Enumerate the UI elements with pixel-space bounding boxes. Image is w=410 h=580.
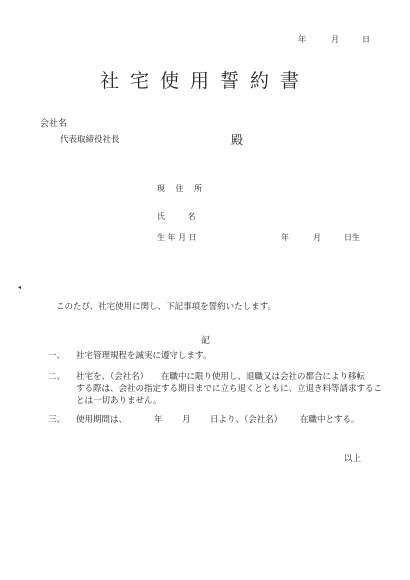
item-2-line-1: 社宅を、（会社名） 在職中に限り使用し、退職又は会社の都合により移転	[76, 372, 366, 382]
name-label: 氏 名	[157, 212, 196, 221]
item-3-year: 年	[154, 415, 163, 425]
intro-text: このたび、社宅使用に関し、下記事項を誓約いたします。	[56, 302, 276, 312]
date-day-label: 日	[362, 35, 370, 44]
company-name-label: 会社名	[40, 119, 68, 129]
paragraph-marker-icon: ◂	[18, 284, 22, 291]
item-3-number: 三、	[48, 415, 66, 425]
item-2-line-2: する際は、会社の指定する期日までに立ち退くとともに、立退き料等請求するこ	[76, 384, 383, 394]
birth-day-label: 日生	[344, 233, 360, 242]
item-2-line-3: とは一切ありません。	[76, 396, 162, 406]
closing-text: 以上	[344, 454, 362, 464]
document-title: 社宅使用誓約書	[99, 70, 310, 92]
address-label: 現 住 所	[157, 184, 207, 193]
item-3-month: 月	[182, 415, 191, 425]
date-year-label: 年	[298, 35, 306, 44]
item-3-prefix: 使用期間は、	[76, 415, 128, 425]
date-month-label: 月	[331, 35, 339, 44]
birth-year-label: 年	[281, 233, 289, 242]
ki-heading: 記	[201, 336, 211, 346]
birth-month-label: 月	[313, 233, 321, 242]
president-title: 代表取締役社長	[60, 135, 120, 145]
item-3-suffix: 在職中とする。	[300, 415, 360, 425]
item-1-text: 社宅管理規程を誠実に遵守します。	[76, 351, 212, 361]
item-1-number: 一、	[48, 351, 66, 361]
honorific: 殿	[231, 133, 244, 147]
item-2-number: 二、	[48, 372, 66, 382]
item-3-day-company: 日より、（会社名）	[210, 415, 283, 425]
birthdate-label: 生 年 月 日	[157, 233, 197, 242]
